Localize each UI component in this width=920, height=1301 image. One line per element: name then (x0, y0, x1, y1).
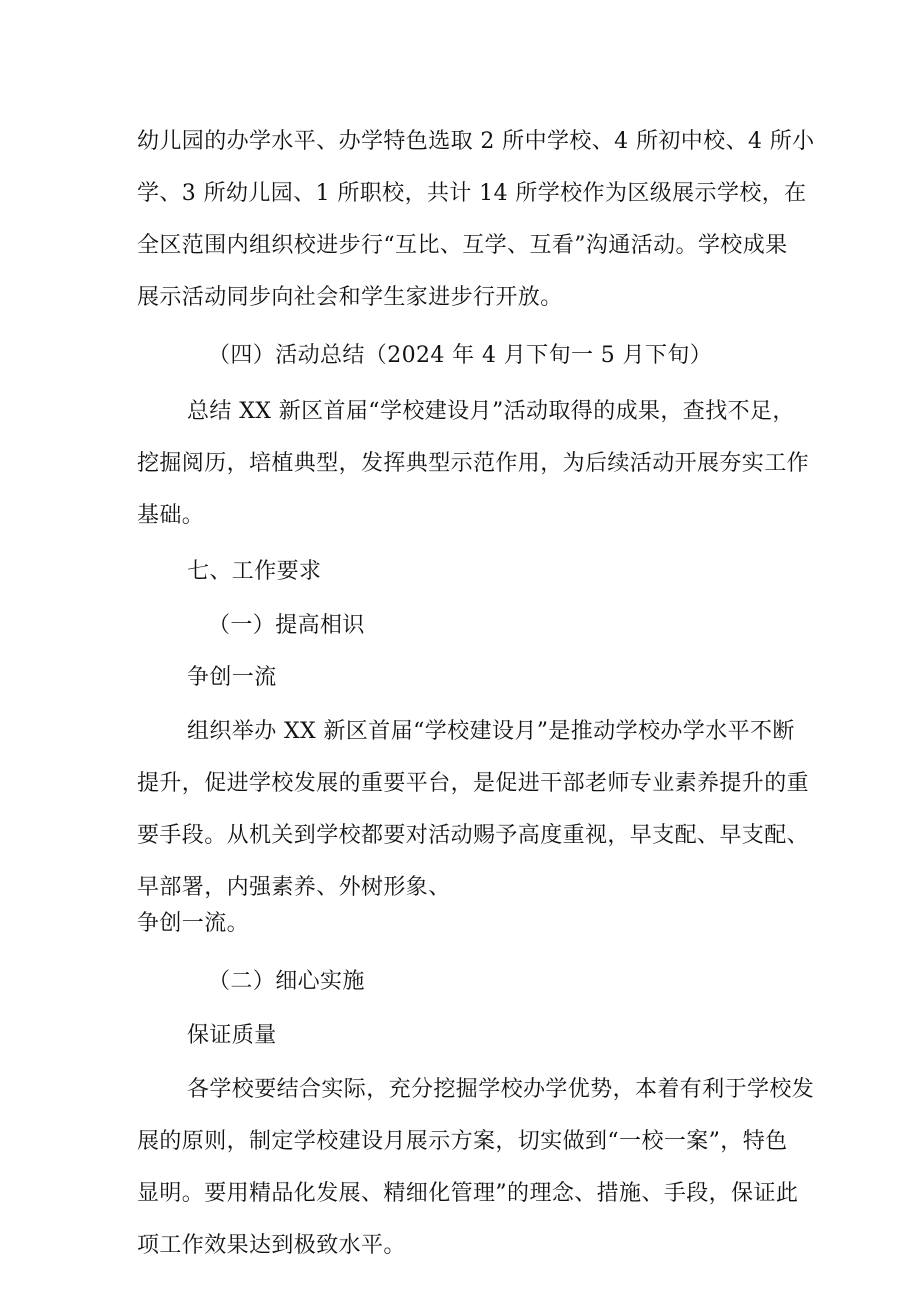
body-text-line: 提升，促进学校发展的重要平台，是促进干部老师专业素养提升的重 (137, 771, 810, 796)
body-text-line: 组织举办 XX 新区首届“学校建设月”是推动学校办学水平不断 (187, 719, 795, 744)
body-text-line: 幼儿园的办学水平、办学特色选取 2 所中学校、4 所初中校、4 所小 (137, 129, 815, 154)
subsection-heading-strive-first: 争创一流 (187, 665, 277, 690)
body-text-line: 各学校要结合实际，充分挖掘学校办学优势，本着有利于学校发 (187, 1077, 815, 1102)
body-text-line: 学、3 所幼儿园、1 所职校，共计 14 所学校作为区级展示学校，在 (137, 181, 807, 206)
body-text-line: 全区范围内组织校进步行“互比、互学、互看”沟通活动。学校成果 (137, 233, 788, 258)
body-text-line: 总结 XX 新区首届“学校建设月”活动取得的成果，查找不足， (187, 399, 795, 424)
body-text-line: 展示活动同步向社会和学生家进步行开放。 (137, 285, 563, 310)
section-heading-work-requirements: 七、工作要求 (187, 559, 322, 584)
subsection-heading-ensure-quality: 保证质量 (187, 1023, 277, 1048)
body-text-line: 基础。 (137, 503, 205, 528)
body-text-line: 显明。要用精品化发展、精细化管理”的理念、措施、手段，保证此 (137, 1181, 799, 1206)
body-text-line: 争创一流。 (137, 911, 250, 936)
subsection-heading-raise-awareness: （一）提高相识 (208, 613, 365, 638)
section-heading-activity-summary: （四）活动总结（2024 年 4 月下旬一 5 月下旬） (208, 343, 713, 368)
body-text-line: 项工作效果达到极致水平。 (137, 1233, 406, 1258)
subsection-heading-careful-implementation: （二）细心实施 (208, 969, 365, 994)
body-text-line: 挖掘阅历，培植典型，发挥典型示范作用，为后续活动开展夯实工作 (137, 451, 810, 476)
body-text-line: 展的原则，制定学校建设月展示方案，切实做到“一校一案”，特色 (137, 1129, 788, 1154)
body-text-line: 要手段。从机关到学校都要对活动赐予高度重视，早支配、早支配、 (137, 823, 810, 848)
body-text-line: 早部署，内强素养、外树形象、 (137, 875, 451, 900)
